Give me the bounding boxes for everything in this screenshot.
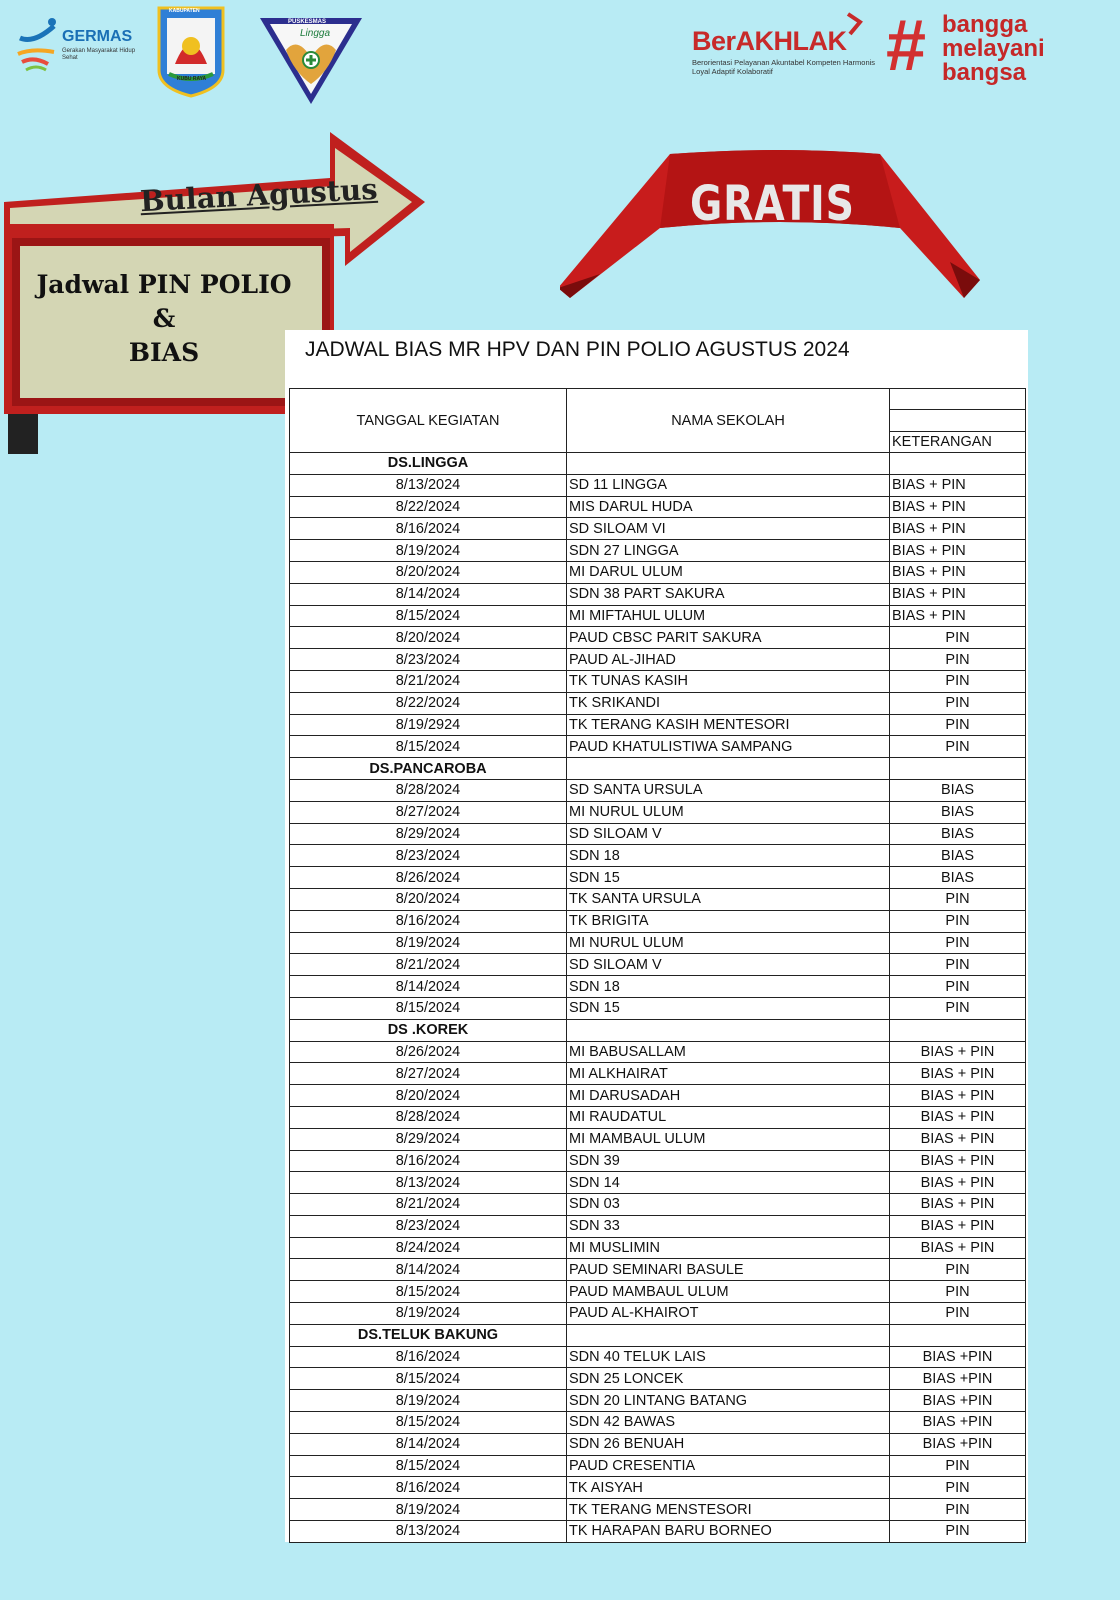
school-cell: MIS DARUL HUDA bbox=[567, 496, 890, 518]
keterangan-cell: BIAS +PIN bbox=[890, 1433, 1026, 1455]
keterangan-cell: PIN bbox=[890, 1521, 1026, 1543]
date-cell: 8/16/2024 bbox=[290, 1346, 567, 1368]
school-cell: SD SILOAM V bbox=[567, 954, 890, 976]
school-cell: TK TERANG MENSTESORI bbox=[567, 1499, 890, 1521]
keterangan-cell: PIN bbox=[890, 1281, 1026, 1303]
date-cell: 8/16/2024 bbox=[290, 518, 567, 540]
keterangan-cell: BIAS bbox=[890, 779, 1026, 801]
keterangan-cell: PIN bbox=[890, 910, 1026, 932]
school-cell: SDN 15 bbox=[567, 997, 890, 1019]
keterangan-cell: BIAS + PIN bbox=[890, 1194, 1026, 1216]
berakhlak-title: BerAKHLAK bbox=[692, 26, 847, 56]
table-row bbox=[290, 1346, 1026, 1368]
keterangan-cell: PIN bbox=[890, 670, 1026, 692]
school-cell: MI MUSLIMIN bbox=[567, 1237, 890, 1259]
table-row bbox=[290, 561, 1026, 583]
keterangan-cell: PIN bbox=[890, 649, 1026, 671]
school-cell: PAUD KHATULISTIWA SAMPANG bbox=[567, 736, 890, 758]
table-row bbox=[290, 1433, 1026, 1455]
section-name: DS.LINGGA bbox=[290, 453, 567, 475]
school-cell: TK TUNAS KASIH bbox=[567, 670, 890, 692]
table-row bbox=[290, 845, 1026, 867]
table-row bbox=[290, 1194, 1026, 1216]
puskesmas-logo bbox=[256, 14, 366, 106]
kubu-raya-label: KUBU RAYA bbox=[177, 76, 207, 82]
keterangan-cell: BIAS + PIN bbox=[890, 605, 1026, 627]
school-cell: MI NURUL ULUM bbox=[567, 932, 890, 954]
school-cell: MI BABUSALLAM bbox=[567, 1041, 890, 1063]
table-row bbox=[290, 910, 1026, 932]
hashtag-icon: # bbox=[886, 6, 927, 86]
keterangan-cell: PIN bbox=[890, 1499, 1026, 1521]
keterangan-cell: PIN bbox=[890, 627, 1026, 649]
section-name: DS.TELUK BAKUNG bbox=[290, 1324, 567, 1346]
date-cell: 8/13/2024 bbox=[290, 474, 567, 496]
date-cell: 8/16/2024 bbox=[290, 1477, 567, 1499]
table-row bbox=[290, 997, 1026, 1019]
school-cell: PAUD AL-JIHAD bbox=[567, 649, 890, 671]
school-cell: SDN 15 bbox=[567, 867, 890, 889]
school-cell: SDN 26 BENUAH bbox=[567, 1433, 890, 1455]
date-cell: 8/19/2024 bbox=[290, 1303, 567, 1325]
school-cell: MI DARUSADAH bbox=[567, 1085, 890, 1107]
schedule-table bbox=[289, 388, 1026, 1543]
bangsa-word: bangsa bbox=[942, 59, 1027, 86]
table-row bbox=[290, 1390, 1026, 1412]
school-cell: TK SRIKANDI bbox=[567, 692, 890, 714]
date-cell: 8/14/2024 bbox=[290, 583, 567, 605]
table-row bbox=[290, 954, 1026, 976]
sign-line-1: Jadwal PIN POLIO bbox=[36, 270, 292, 299]
date-cell: 8/22/2024 bbox=[290, 496, 567, 518]
keterangan-cell: PIN bbox=[890, 997, 1026, 1019]
date-cell: 8/22/2024 bbox=[290, 692, 567, 714]
schedule-body bbox=[290, 453, 1026, 1543]
keterangan-cell: PIN bbox=[890, 714, 1026, 736]
school-cell: TK AISYAH bbox=[567, 1477, 890, 1499]
table-row bbox=[290, 1128, 1026, 1150]
berakhlak-subtitle: Berorientasi Pelayanan Akuntabel Kompeten Harmonis Loyal Adaptif Kolaboratif bbox=[692, 58, 876, 76]
school-cell: SDN 42 BAWAS bbox=[567, 1412, 890, 1434]
school-cell: SD 11 LINGGA bbox=[567, 474, 890, 496]
keterangan-cell: BIAS + PIN bbox=[890, 1085, 1026, 1107]
date-cell: 8/19/2024 bbox=[290, 932, 567, 954]
table-row bbox=[290, 1041, 1026, 1063]
header-keterangan: KETERANGAN bbox=[890, 431, 1026, 452]
table-row bbox=[290, 540, 1026, 562]
keterangan-cell: BIAS + PIN bbox=[890, 474, 1026, 496]
bangga-melayani-bangsa-logo bbox=[886, 8, 1066, 88]
table-row bbox=[290, 649, 1026, 671]
school-cell: SD SILOAM VI bbox=[567, 518, 890, 540]
date-cell: 8/19/2024 bbox=[290, 1499, 567, 1521]
school-cell: PAUD CRESENTIA bbox=[567, 1455, 890, 1477]
section-name: DS .KOREK bbox=[290, 1019, 567, 1041]
keterangan-cell: BIAS + PIN bbox=[890, 540, 1026, 562]
keterangan-cell: BIAS bbox=[890, 823, 1026, 845]
date-cell: 8/23/2024 bbox=[290, 1215, 567, 1237]
header-tanggal: TANGGAL KEGIATAN bbox=[290, 389, 567, 453]
school-cell: SD SANTA URSULA bbox=[567, 779, 890, 801]
table-row bbox=[290, 932, 1026, 954]
table-row bbox=[290, 1521, 1026, 1543]
date-cell: 8/24/2024 bbox=[290, 1237, 567, 1259]
section-row bbox=[290, 1324, 1026, 1346]
chevron-right-icon bbox=[844, 12, 868, 42]
table-row bbox=[290, 1368, 1026, 1390]
gratis-label: GRATIS bbox=[690, 176, 855, 232]
table-row bbox=[290, 1150, 1026, 1172]
keterangan-cell: BIAS bbox=[890, 845, 1026, 867]
date-cell: 8/20/2024 bbox=[290, 627, 567, 649]
school-cell: MI MIFTAHUL ULUM bbox=[567, 605, 890, 627]
date-cell: 8/21/2024 bbox=[290, 670, 567, 692]
keterangan-cell: PIN bbox=[890, 692, 1026, 714]
date-cell: 8/20/2024 bbox=[290, 1085, 567, 1107]
header-sekolah: NAMA SEKOLAH bbox=[567, 389, 890, 453]
table-row bbox=[290, 779, 1026, 801]
school-cell: MI ALKHAIRAT bbox=[567, 1063, 890, 1085]
date-cell: 8/29/2024 bbox=[290, 823, 567, 845]
school-cell: SDN 20 LINTANG BATANG bbox=[567, 1390, 890, 1412]
school-cell: SDN 27 LINGGA bbox=[567, 540, 890, 562]
school-cell: SDN 38 PART SAKURA bbox=[567, 583, 890, 605]
melayani-word: melayani bbox=[942, 35, 1045, 62]
table-row bbox=[290, 714, 1026, 736]
keterangan-cell: BIAS +PIN bbox=[890, 1346, 1026, 1368]
date-cell: 8/29/2024 bbox=[290, 1128, 567, 1150]
table-row bbox=[290, 823, 1026, 845]
keterangan-cell: BIAS bbox=[890, 867, 1026, 889]
date-cell: 8/13/2024 bbox=[290, 1521, 567, 1543]
keterangan-cell: BIAS + PIN bbox=[890, 1150, 1026, 1172]
table-row bbox=[290, 583, 1026, 605]
keterangan-cell: PIN bbox=[890, 1303, 1026, 1325]
keterangan-cell: BIAS + PIN bbox=[890, 583, 1026, 605]
table-row bbox=[290, 670, 1026, 692]
table-row bbox=[290, 1172, 1026, 1194]
table-row bbox=[290, 692, 1026, 714]
school-cell: MI MAMBAUL ULUM bbox=[567, 1128, 890, 1150]
section-row bbox=[290, 1019, 1026, 1041]
date-cell: 8/23/2024 bbox=[290, 845, 567, 867]
table-row bbox=[290, 1063, 1026, 1085]
school-cell: SDN 14 bbox=[567, 1172, 890, 1194]
germas-title: GERMAS bbox=[62, 28, 133, 45]
sign-month-title: Bulan Agustus bbox=[139, 171, 379, 219]
date-cell: 8/19/2024 bbox=[290, 540, 567, 562]
keterangan-cell: BIAS + PIN bbox=[890, 1128, 1026, 1150]
sign-body-text bbox=[14, 268, 314, 370]
school-cell: TK TERANG KASIH MENTESORI bbox=[567, 714, 890, 736]
sign-line-3: BIAS bbox=[128, 338, 200, 367]
bangga-word: bangga bbox=[942, 11, 1028, 38]
keterangan-cell: BIAS bbox=[890, 801, 1026, 823]
keterangan-cell: PIN bbox=[890, 736, 1026, 758]
school-cell: SDN 25 LONCEK bbox=[567, 1368, 890, 1390]
keterangan-cell: BIAS + PIN bbox=[890, 1215, 1026, 1237]
kabupaten-crest-logo bbox=[155, 4, 227, 98]
germas-logo bbox=[14, 14, 144, 74]
table-row bbox=[290, 1455, 1026, 1477]
date-cell: 8/19/2024 bbox=[290, 1390, 567, 1412]
school-cell: MI RAUDATUL bbox=[567, 1106, 890, 1128]
table-row bbox=[290, 1237, 1026, 1259]
school-cell: PAUD MAMBAUL ULUM bbox=[567, 1281, 890, 1303]
table-row bbox=[290, 627, 1026, 649]
school-cell: MI DARUL ULUM bbox=[567, 561, 890, 583]
date-cell: 8/27/2024 bbox=[290, 801, 567, 823]
table-row bbox=[290, 474, 1026, 496]
date-cell: 8/14/2024 bbox=[290, 1433, 567, 1455]
date-cell: 8/15/2024 bbox=[290, 605, 567, 627]
school-cell: TK BRIGITA bbox=[567, 910, 890, 932]
table-row bbox=[290, 496, 1026, 518]
school-cell: SDN 18 bbox=[567, 976, 890, 998]
school-cell: SDN 40 TELUK LAIS bbox=[567, 1346, 890, 1368]
keterangan-cell: PIN bbox=[890, 1477, 1026, 1499]
date-cell: 8/16/2024 bbox=[290, 910, 567, 932]
germas-subtitle: Gerakan Masyarakat Hidup Sehat bbox=[62, 48, 136, 61]
schedule-sheet bbox=[285, 330, 1028, 1542]
keterangan-cell: BIAS +PIN bbox=[890, 1368, 1026, 1390]
keterangan-cell: PIN bbox=[890, 1259, 1026, 1281]
section-row bbox=[290, 758, 1026, 780]
table-row bbox=[290, 1499, 1026, 1521]
keterangan-cell: PIN bbox=[890, 932, 1026, 954]
date-cell: 8/14/2024 bbox=[290, 976, 567, 998]
keterangan-cell: PIN bbox=[890, 976, 1026, 998]
table-row bbox=[290, 1259, 1026, 1281]
table-row bbox=[290, 1085, 1026, 1107]
date-cell: 8/20/2024 bbox=[290, 888, 567, 910]
date-cell: 8/27/2024 bbox=[290, 1063, 567, 1085]
section-name: DS.PANCAROBA bbox=[290, 758, 567, 780]
schedule-title: JADWAL BIAS MR HPV DAN PIN POLIO AGUSTUS 2024 bbox=[305, 338, 850, 361]
date-cell: 8/21/2024 bbox=[290, 954, 567, 976]
kabupaten-label: KABUPATEN bbox=[169, 8, 200, 14]
table-row bbox=[290, 976, 1026, 998]
school-cell: TK SANTA URSULA bbox=[567, 888, 890, 910]
table-row bbox=[290, 1106, 1026, 1128]
keterangan-cell: BIAS +PIN bbox=[890, 1390, 1026, 1412]
sign-line-2: & bbox=[152, 304, 176, 333]
date-cell: 8/14/2024 bbox=[290, 1259, 567, 1281]
date-cell: 8/15/2024 bbox=[290, 1368, 567, 1390]
date-cell: 8/19/2924 bbox=[290, 714, 567, 736]
keterangan-cell: BIAS + PIN bbox=[890, 1041, 1026, 1063]
date-cell: 8/23/2024 bbox=[290, 649, 567, 671]
table-row bbox=[290, 888, 1026, 910]
table-row bbox=[290, 1281, 1026, 1303]
table-row bbox=[290, 736, 1026, 758]
table-row bbox=[290, 867, 1026, 889]
school-cell: SD SILOAM V bbox=[567, 823, 890, 845]
school-cell: MI NURUL ULUM bbox=[567, 801, 890, 823]
date-cell: 8/15/2024 bbox=[290, 736, 567, 758]
keterangan-cell: BIAS + PIN bbox=[890, 1237, 1026, 1259]
date-cell: 8/26/2024 bbox=[290, 867, 567, 889]
keterangan-cell: BIAS + PIN bbox=[890, 1063, 1026, 1085]
keterangan-cell: BIAS + PIN bbox=[890, 496, 1026, 518]
school-cell: PAUD CBSC PARIT SAKURA bbox=[567, 627, 890, 649]
table-row bbox=[290, 1303, 1026, 1325]
school-cell: PAUD SEMINARI BASULE bbox=[567, 1259, 890, 1281]
table-row bbox=[290, 801, 1026, 823]
keterangan-cell: BIAS + PIN bbox=[890, 518, 1026, 540]
keterangan-cell: PIN bbox=[890, 888, 1026, 910]
school-cell: TK HARAPAN BARU BORNEO bbox=[567, 1521, 890, 1543]
keterangan-cell: PIN bbox=[890, 954, 1026, 976]
keterangan-cell: PIN bbox=[890, 1455, 1026, 1477]
school-cell: PAUD AL-KHAIROT bbox=[567, 1303, 890, 1325]
school-cell: SDN 03 bbox=[567, 1194, 890, 1216]
date-cell: 8/28/2024 bbox=[290, 1106, 567, 1128]
table-row bbox=[290, 1215, 1026, 1237]
school-cell: SDN 39 bbox=[567, 1150, 890, 1172]
table-row bbox=[290, 605, 1026, 627]
school-cell: SDN 18 bbox=[567, 845, 890, 867]
date-cell: 8/13/2024 bbox=[290, 1172, 567, 1194]
table-row bbox=[290, 518, 1026, 540]
date-cell: 8/15/2024 bbox=[290, 1455, 567, 1477]
section-row bbox=[290, 453, 1026, 475]
date-cell: 8/15/2024 bbox=[290, 1281, 567, 1303]
date-cell: 8/15/2024 bbox=[290, 1412, 567, 1434]
date-cell: 8/20/2024 bbox=[290, 561, 567, 583]
school-cell: SDN 33 bbox=[567, 1215, 890, 1237]
table-row bbox=[290, 1412, 1026, 1434]
puskesmas-name: Lingga bbox=[300, 28, 331, 39]
berakhlak-logo bbox=[692, 12, 877, 82]
date-cell: 8/16/2024 bbox=[290, 1150, 567, 1172]
keterangan-cell: BIAS +PIN bbox=[890, 1412, 1026, 1434]
date-cell: 8/15/2024 bbox=[290, 997, 567, 1019]
table-row bbox=[290, 1477, 1026, 1499]
date-cell: 8/28/2024 bbox=[290, 779, 567, 801]
keterangan-cell: BIAS + PIN bbox=[890, 561, 1026, 583]
keterangan-cell: BIAS + PIN bbox=[890, 1172, 1026, 1194]
keterangan-cell: BIAS + PIN bbox=[890, 1106, 1026, 1128]
date-cell: 8/26/2024 bbox=[290, 1041, 567, 1063]
date-cell: 8/21/2024 bbox=[290, 1194, 567, 1216]
germas-figure-icon bbox=[14, 14, 64, 74]
puskesmas-label: PUSKESMAS bbox=[288, 19, 327, 25]
